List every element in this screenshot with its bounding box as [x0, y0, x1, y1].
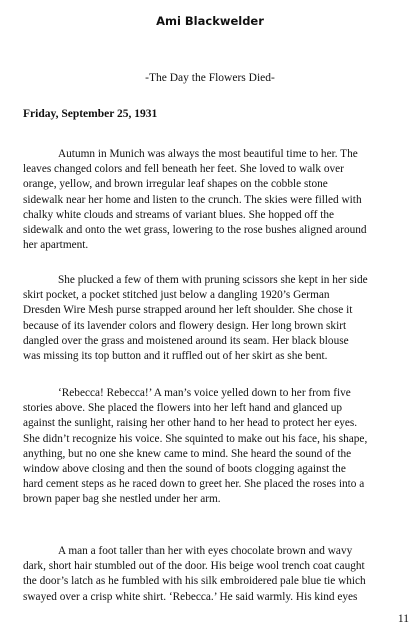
text-line: the door’s latch as he fumbled with his silk embroidered pale blue tie which — [23, 575, 366, 588]
text-line: A man a foot taller than her with eyes chocolate brown and wavy — [58, 545, 353, 557]
text-line: ‘Rebecca! Rebecca!’ A man’s voice yelled down to her from five — [58, 387, 351, 399]
text-line: She plucked a few of them with pruning scissors she kept in her side — [58, 274, 368, 286]
chapter-title: -The Day the Flowers Died- — [145, 72, 275, 84]
text-line: Dresden Wire Mesh purse strapped around her left shoulder. She chose it — [23, 304, 353, 317]
text-line: skirt pocket, a pocket stitched just below a dangling 1920’s German — [23, 289, 330, 302]
text-line: sidewalk and onto the wet grass, lowering to the rose bushes aligned around — [23, 224, 367, 237]
date-heading: Friday, September 25, 1931 — [23, 108, 158, 120]
text-line: dangled over the grass and moistened around its seam. Her black blouse — [23, 334, 349, 347]
text-line: chalky white clouds and streams of variant blues. She hopped off the — [23, 208, 335, 221]
running-header-author: Ami Blackwelder — [156, 14, 264, 28]
text-line: her apartment. — [23, 239, 89, 252]
text-line: because of its lavender colors and flowery design. Her long brown skirt — [23, 319, 347, 332]
text-line: sidewalk near her home and listen to the crunch. The skies were filled with — [23, 193, 362, 206]
text-line: orange, yellow, and brown irregular leaf shapes on the cobble stone — [23, 178, 328, 191]
text-line: She didn’t recognize his voice. She squinted to make out his face, his shape, — [23, 432, 368, 445]
text-line: anything, but no one she knew came to mind. She heard the sound of the — [23, 447, 352, 460]
text-line: brown paper bag she nestled under her arm. — [23, 493, 221, 506]
page-number: 11 — [397, 613, 409, 625]
text-line: was missing its top button and it ruffled out of her skirt as she bent. — [23, 350, 328, 363]
paragraph-2 — [23, 273, 403, 364]
text-line: hard cement steps as he raced down to greet her. She placed the roses into a — [23, 478, 365, 491]
text-line: dark, short hair stumbled out of the door. His beige wool trench coat caught — [23, 560, 365, 573]
text-line: leaves changed colors and fell beneath her feet. She loved to walk over — [23, 163, 344, 176]
paragraph-1 — [23, 147, 403, 253]
text-line: window above closing and then the sound of boots clogging against the — [23, 463, 346, 476]
text-line: swayed over a crisp white shirt. ‘Rebecca.’ He said warmly. His kind eyes — [23, 590, 358, 603]
text-line: stories above. She placed the flowers into her left hand and glanced up — [23, 402, 343, 415]
paragraph-4 — [23, 544, 403, 605]
text-line: Autumn in Munich was always the most beautiful time to her. The — [58, 148, 358, 160]
paragraph-3 — [23, 386, 403, 508]
text-line: against the sunlight, raising her other hand to her head to protect her eyes. — [23, 417, 358, 430]
